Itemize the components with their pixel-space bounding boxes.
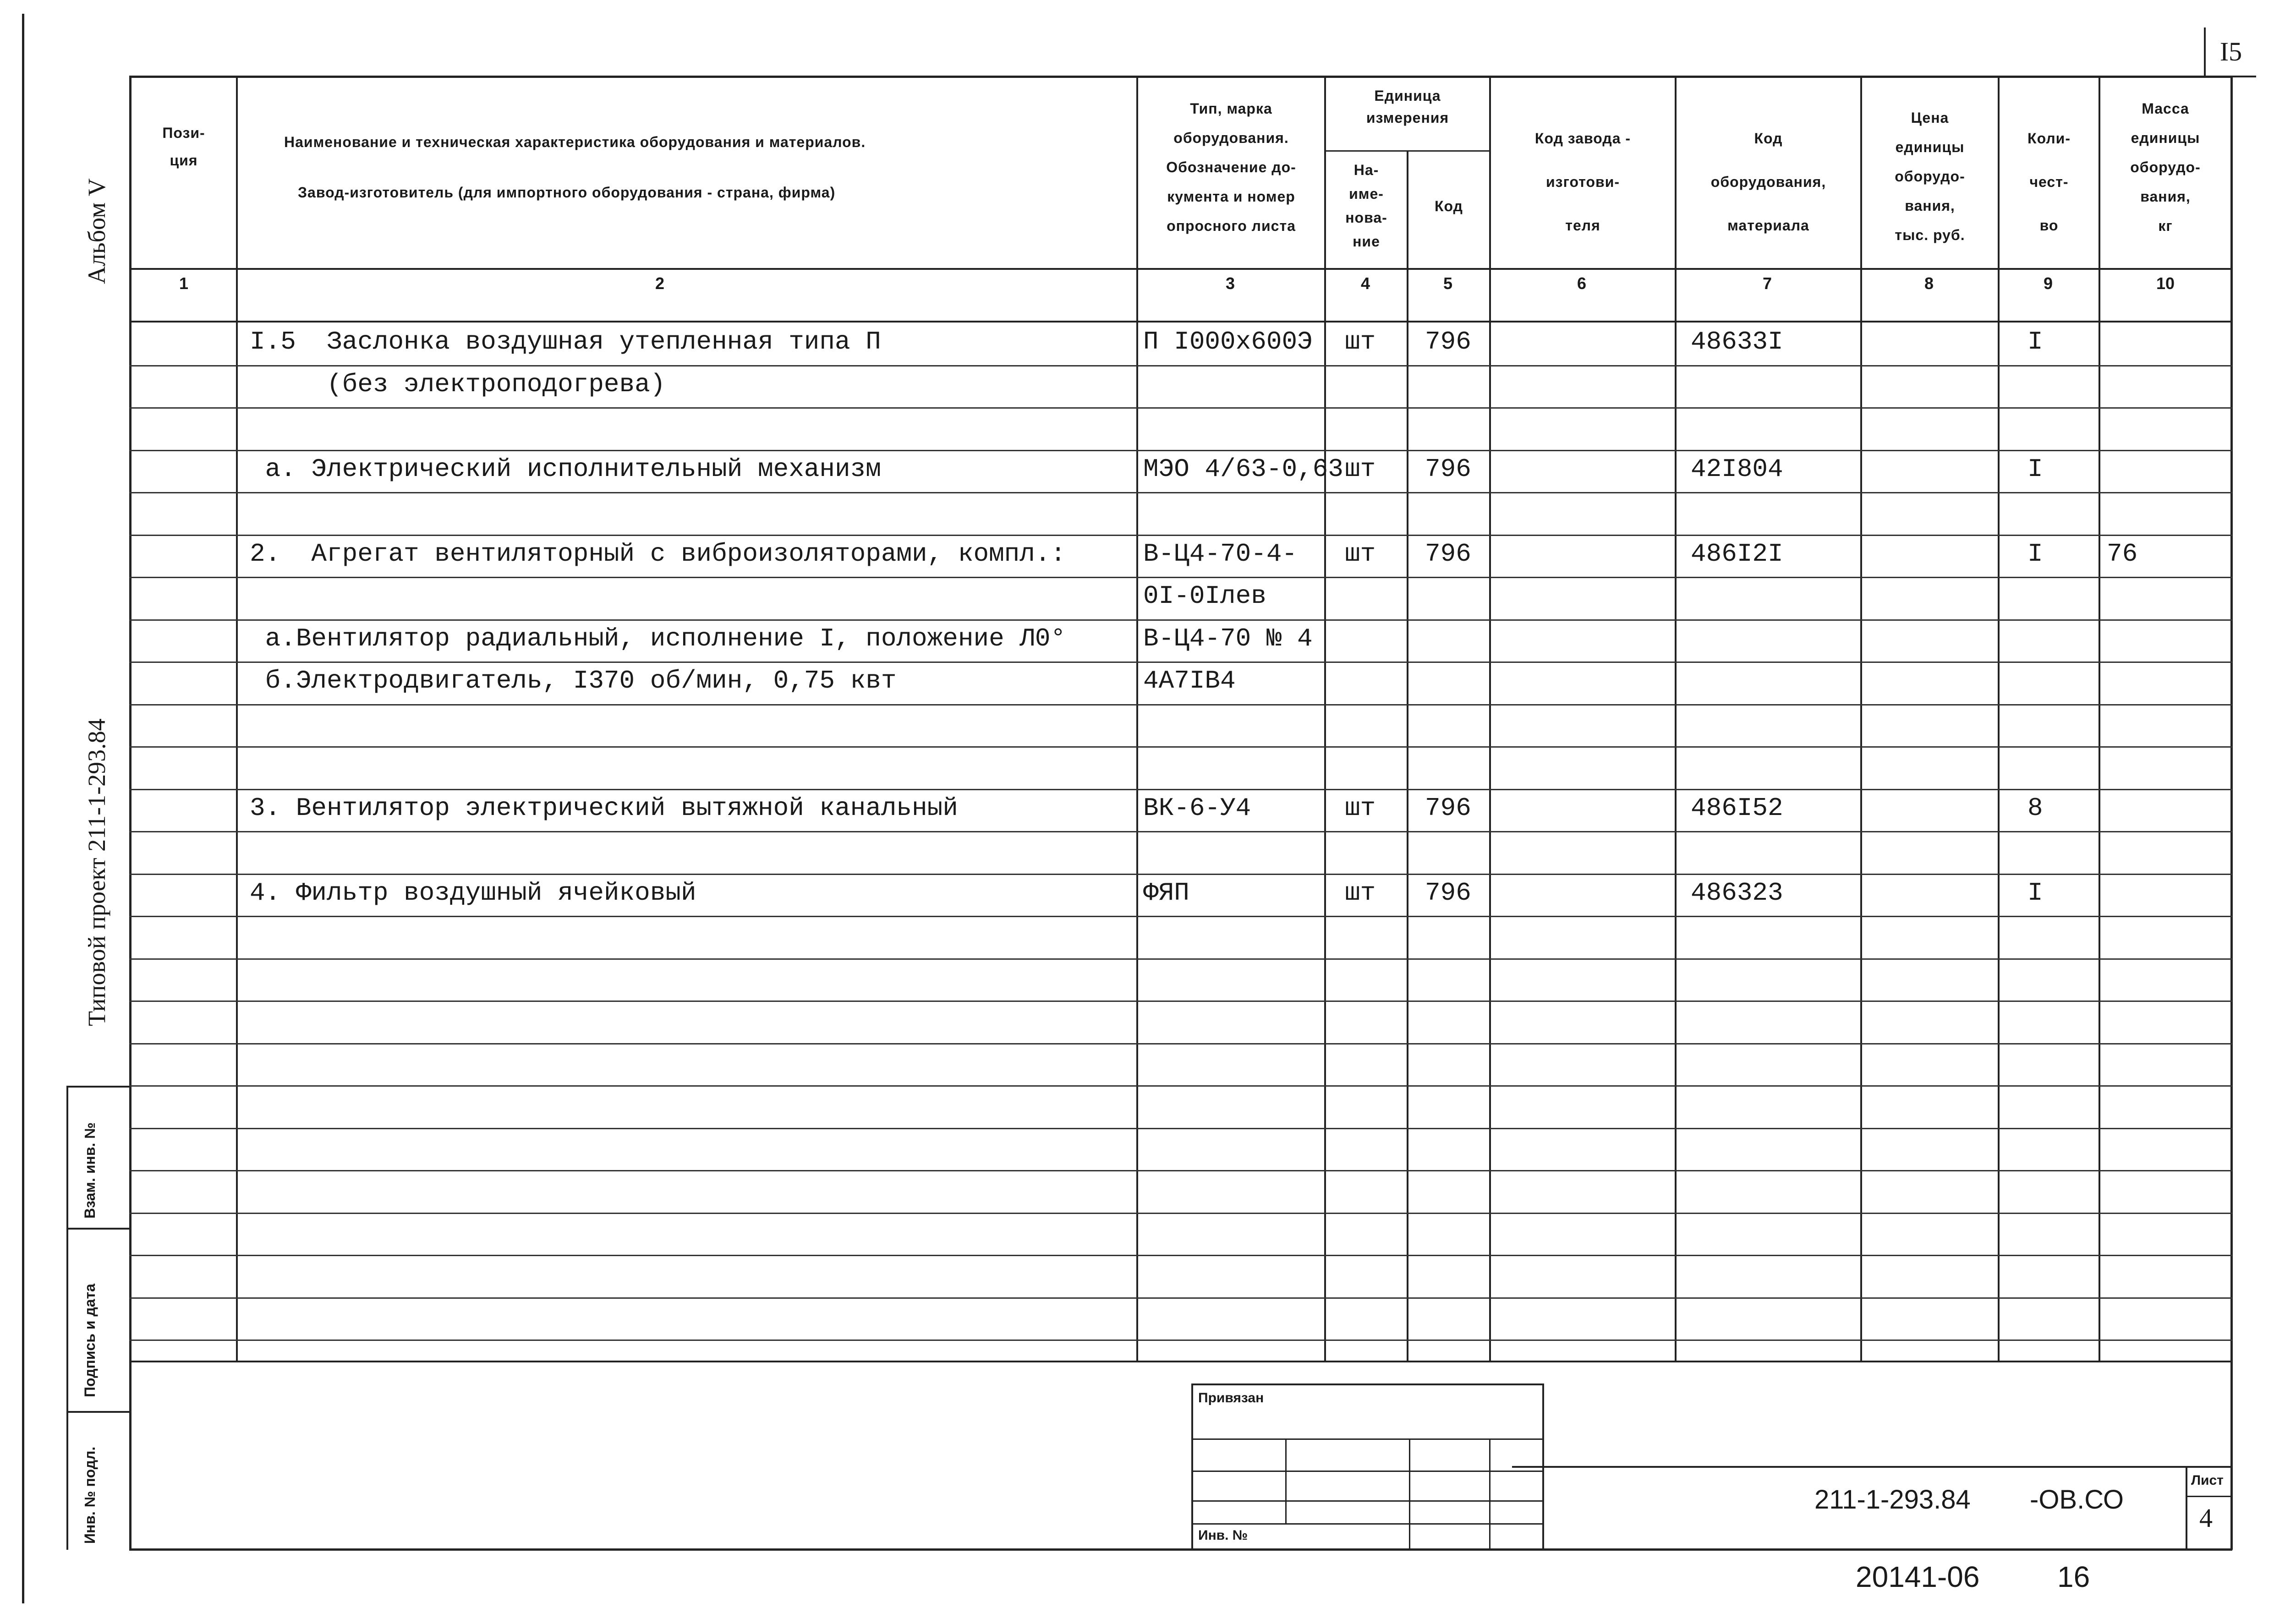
row-divider (129, 1085, 2232, 1087)
cell-name: 4. Фильтр воздушный ячейковый (250, 878, 696, 908)
cell-type: В-Ц4-70-4- (1143, 539, 1298, 569)
row-divider (129, 492, 2232, 493)
album-label: Альбом V (83, 178, 110, 284)
project-label: Типовой проект 211-1-293.84 (83, 718, 110, 1026)
row-divider (129, 704, 2232, 705)
cell-name: 2. Агрегат вентиляторный с виброизоляторами, компл.: (250, 539, 1066, 569)
row-divider (129, 958, 2232, 960)
cell-mass: 76 (2107, 539, 2138, 569)
cell-mat: 486I2I (1691, 539, 1783, 569)
cell-type: ВК-6-У4 (1143, 793, 1251, 823)
row-divider (129, 577, 2232, 578)
row-divider (129, 789, 2232, 790)
header-unit-group: Единица измерения (1366, 87, 1449, 126)
row-divider (129, 450, 2232, 451)
stamp-signature-date: Подпись и дата (82, 1284, 98, 1397)
cell-qty: 8 (2027, 793, 2043, 823)
row-divider (129, 1340, 2232, 1341)
page-number-box (2204, 27, 2256, 77)
row-divider (129, 619, 2232, 621)
cell-name: а.Вентилятор радиальный, исполнение I, положение Л0° (250, 624, 1066, 653)
sheet-number: 4 (2199, 1503, 2213, 1533)
column-number: 6 (1577, 274, 1587, 293)
cell-qty: I (2027, 454, 2043, 484)
row-divider (129, 1170, 2232, 1171)
row-divider (129, 1255, 2232, 1256)
row-divider (129, 365, 2232, 366)
cell-type: 0I-0Iлев (1143, 581, 1266, 611)
cell-name: 3. Вентилятор электрический вытяжной канальный (250, 793, 958, 823)
header-price: Цена единицы оборудо- вания, тыс. руб. (1895, 109, 1965, 243)
column-number: 7 (1762, 274, 1772, 293)
column-number: 1 (179, 274, 189, 293)
column-number: 3 (1225, 274, 1235, 293)
cell-type: МЭО 4/63-0,63 (1143, 454, 1343, 484)
stamp-inv-podl: Инв. № подл. (82, 1446, 98, 1544)
header-unit-name: На- име- нова- ние (1345, 162, 1387, 250)
cell-name: I.5 Заслонка воздушная утепленная типа П (250, 327, 881, 356)
cell-name: (без электроподогрева) (250, 370, 666, 399)
row-divider (129, 874, 2232, 875)
header-material-code: Код оборудования, материала (1710, 130, 1826, 234)
row-divider (129, 1001, 2232, 1002)
row-divider (129, 746, 2232, 748)
header-position: Пози- ция (162, 125, 205, 169)
cell-mat: 48633I (1691, 327, 1783, 356)
footer-page: 16 (2057, 1560, 2090, 1593)
row-divider (129, 1043, 2232, 1044)
sheet-label: Лист (2191, 1473, 2224, 1488)
header-name: Наименование и техническая характеристика оборудования и материалов. Завод-изготовитель (для импортного оборудования - страна, фирма) (284, 134, 866, 201)
row-divider (129, 831, 2232, 832)
cell-type: П I000х600Э (1143, 327, 1313, 356)
archive-number: 20141-06 (1856, 1560, 1980, 1593)
cell-name: б.Электродвигатель, I370 об/мин, 0,75 квт (250, 666, 897, 695)
stamp-inv-vzam: Взам. инв. № (82, 1122, 98, 1219)
cell-unit: шт (1345, 793, 1376, 823)
column-number: 5 (1443, 274, 1453, 293)
cell-code: 796 (1425, 327, 1471, 356)
inv-no-label: Инв. № (1198, 1528, 1248, 1543)
column-number: 2 (655, 274, 665, 293)
column-number: 8 (1924, 274, 1934, 293)
cell-type: 4А7IВ4 (1143, 666, 1236, 695)
row-divider (129, 662, 2232, 663)
doc-suffix: -ОВ.СО (2030, 1485, 2124, 1515)
row-divider (129, 535, 2232, 536)
row-divider (129, 916, 2232, 917)
column-number: 4 (1360, 274, 1370, 293)
cell-mat: 486323 (1691, 878, 1783, 908)
cell-qty: I (2027, 878, 2043, 908)
cell-unit: шт (1345, 327, 1376, 356)
column-number: 10 (2156, 274, 2175, 293)
cell-code: 796 (1425, 454, 1471, 484)
row-divider (129, 1213, 2232, 1214)
cell-code: 796 (1425, 793, 1471, 823)
header-mass: Масса единицы оборудо- вания, кг (2130, 100, 2201, 234)
header-type: Тип, марка оборудования. Обозначение до- кумента и номер опросного листа (1166, 100, 1296, 234)
row-divider (129, 1128, 2232, 1129)
cell-name: а. Электрический исполнительный механизм (250, 454, 881, 484)
column-number: 9 (2043, 274, 2053, 293)
cell-unit: шт (1345, 878, 1376, 908)
cell-type: ФЯП (1143, 878, 1189, 908)
cell-mat: 42I804 (1691, 454, 1783, 484)
cell-type: В-Ц4-70 № 4 (1143, 624, 1313, 653)
header-unit-code: Код (1435, 198, 1463, 214)
cell-mat: 486I52 (1691, 793, 1783, 823)
cell-code: 796 (1425, 539, 1471, 569)
row-divider (129, 1297, 2232, 1299)
page-number: I5 (2219, 37, 2242, 66)
cell-qty: I (2027, 539, 2043, 569)
doc-code: 211-1-293.84 (1814, 1485, 1971, 1515)
header-factory-code: Код завода - изготови- теля (1534, 130, 1631, 234)
privyazan-label: Привязан (1198, 1390, 1264, 1405)
header-quantity: Коли- чест- во (2027, 130, 2071, 234)
cell-unit: шт (1345, 454, 1376, 484)
row-divider (129, 407, 2232, 409)
cell-code: 796 (1425, 878, 1471, 908)
cell-qty: I (2027, 327, 2043, 356)
cell-unit: шт (1345, 539, 1376, 569)
